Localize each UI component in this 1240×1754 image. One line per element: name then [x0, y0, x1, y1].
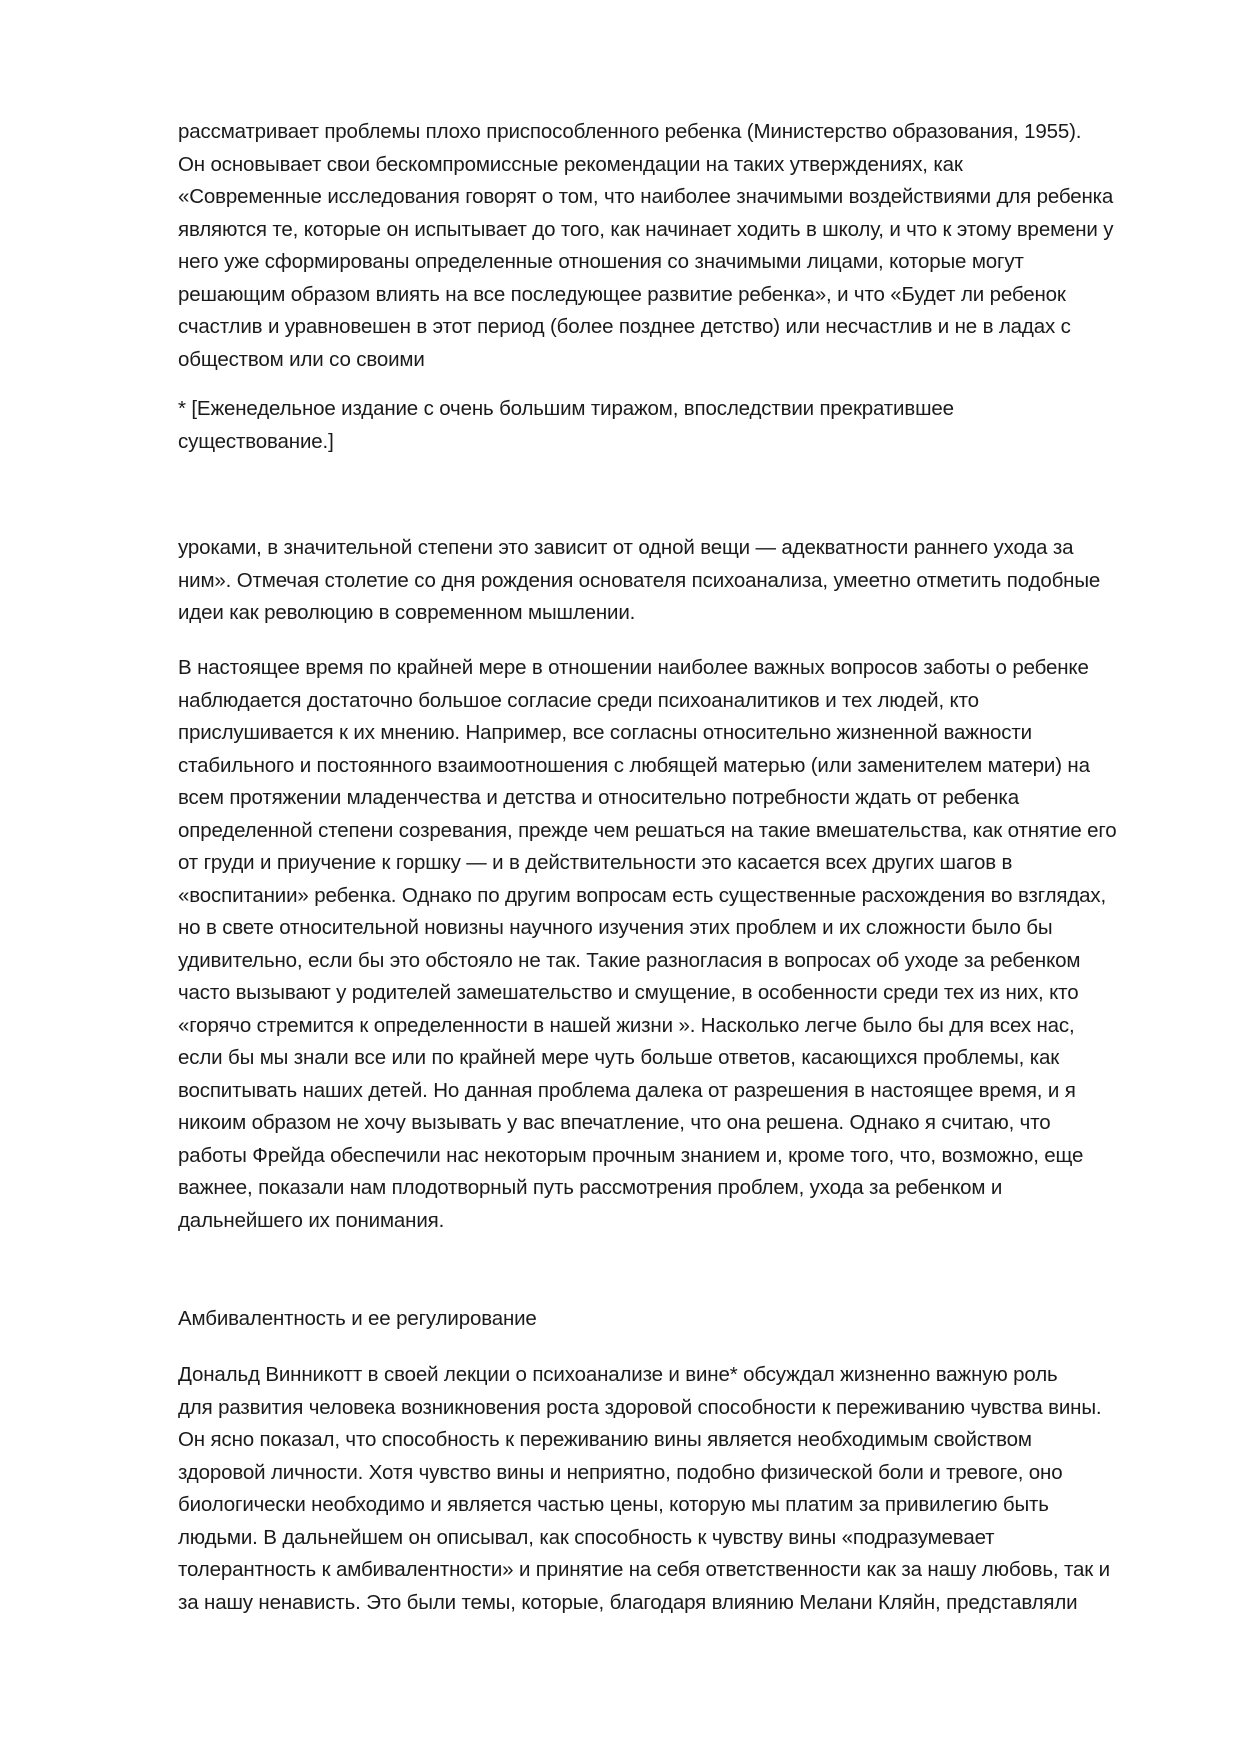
paragraph-2: уроками, в значительной степени это зависит от одной вещи — адекватности раннего ухода за ним». Отмечая столетие со дня рождения основателя психоанализа, умеетно отметить подобные идеи как революцию в современном мышлении.	[178, 536, 1101, 624]
section-heading: Амбивалентность и ее регулирование	[178, 1307, 537, 1330]
paragraph-4: Дональд Винникотт в своей лекции о психоанализе и вине* обсуждал жизненно важную роль для развития человека возникновения роста здоровой способности к переживанию чувства вины. Он ясно показал, что способность к переживанию вины является необходимым свойством здоровой личности. Хотя чувство вины и неприятно, подобно физической боли и тревоге, оно биологически необходимо и является частью цены, которую мы платим за привилегию быть людьми. В дальнейшем он описывал, как способность к чувству вины «подразумевает толерантность к амбивалентности» и принятие на себя ответственности как за нашу любовь, так и за нашу ненависть. Это были темы, которые, благодаря влиянию Мелани Кляйн, представляли	[178, 1363, 1110, 1614]
paragraph-1: рассматривает проблемы плохо приспособленного ребенка (Министерство образования, 1955). Он основывает свои бескомпромиссные рекомендации на таких утверждениях, как «Современные исследования говорят о том, что наиболее значимыми воздействиями для ребенка являются те, которые он испытывает до того, как начинает ходить в школу, и что к этому времени у него уже сформированы определенные отношения со значимыми лицами, которые могут решающим образом влиять на все последующее развитие ребенка», и что «Будет ли ребенок счастлив и уравновешен в этот период (более позднее детство) или несчастлив и не в ладах с обществом или со своими	[178, 120, 1114, 371]
footnote: * [Еженедельное издание с очень большим тиражом, впоследствии прекратившее существование.]	[178, 397, 954, 453]
paragraph-3: В настоящее время по крайней мере в отношении наиболее важных вопросов заботы о ребенке наблюдается достаточно большое согласие среди психоаналитиков и тех людей, кто прислушивается к их мнению. Например, все согласны относительно жизненной важности стабильного и постоянного взаимоотношения с любящей матерью (или заменителем матери) на всем протяжении младенчества и детства и относительно потребности ждать от ребенка определенной степени созревания, прежде чем решаться на такие вмешательства, как отнятие его от груди и приучение к горшку — и в действительности это касается всех других шагов в «воспитании» ребенка. Однако по другим вопросам есть существенные расхождения во взглядах, но в свете относительной новизны научного изучения этих проблем и их сложности было бы удивительно, если бы это обстояло не так. Такие разногласия в вопросах об уходе за ребенком часто вызывают у родителей замешательство и смущение, в особенности среди тех из них, кто «горячо стремится к определенности в нашей жизни ». Насколько легче было бы для всех нас, если бы мы знали все или по крайней мере чуть больше ответов, касающихся проблемы, как воспитывать наших детей. Но данная проблема далека от разрешения в настоящее время, и я никоим образом не хочу вызывать у вас впечатление, что она решена. Однако я считаю, что работы Фрейда обеспечили нас некоторым прочным знанием и, кроме того, что, возможно, еще важнее, показали нам плодотворный путь рассмотрения проблем, ухода за ребенком и дальнейшего их понимания.	[178, 656, 1117, 1232]
